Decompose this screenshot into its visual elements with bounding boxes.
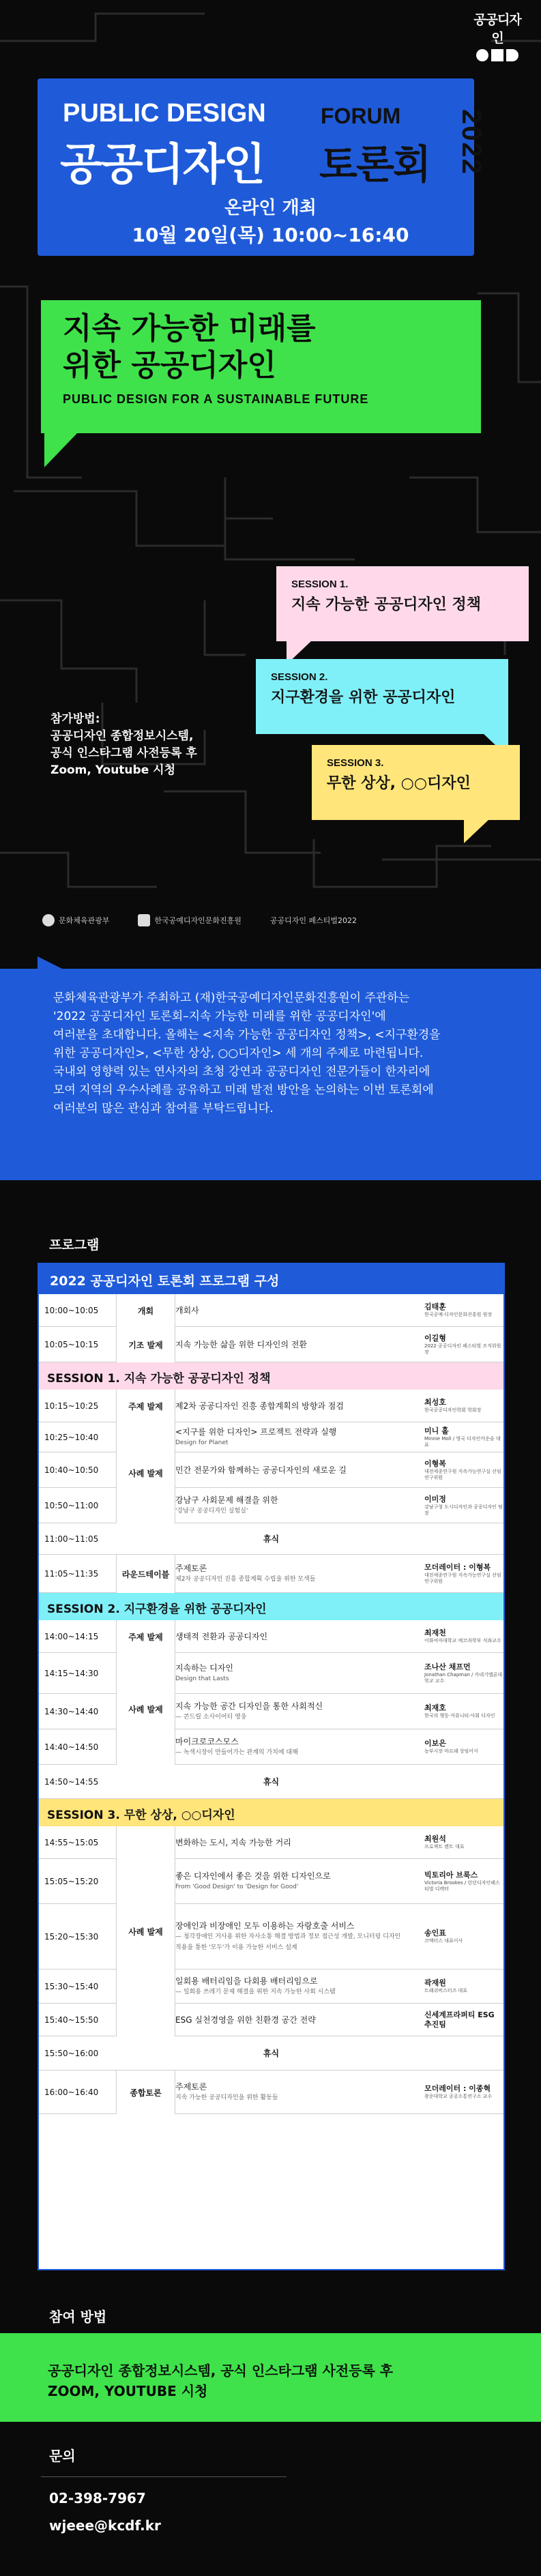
program-row [39, 2070, 503, 2114]
program-row [39, 2004, 503, 2036]
row-time: 15:30~15:40 [44, 1981, 99, 1991]
row-title [175, 1826, 407, 1858]
speaker-name: 이미정 [424, 1494, 446, 1504]
row-title [39, 2036, 503, 2070]
row-time: 10:05~10:15 [44, 1339, 99, 1349]
speaker-name: 모더레이터 : 이형복 [424, 1562, 491, 1572]
row-type: 주제 발제 [116, 1620, 175, 1653]
row-time: 15:05~15:20 [44, 1876, 99, 1886]
row-title-sub: 제2차 공공디자인 진흥 종합계획 수립을 위한 모색들 [175, 1575, 316, 1583]
row-speaker [424, 1859, 503, 1903]
program-row [39, 1620, 503, 1653]
row-time: 15:50~16:00 [44, 2048, 99, 2058]
speaker-name: 김태훈 [424, 1302, 446, 1311]
row-title-sub: — 일회용 쓰레기 문제 해결을 위한 지속 가능한 사회 시스템 [175, 1988, 336, 1995]
speaker-name: 조나산 채프먼 [424, 1662, 471, 1671]
row-title-main: 일회용 배터리임을 다회용 배터리임으로 [175, 1976, 318, 1986]
row-title [39, 1523, 503, 1554]
speaker-affiliation: 한국공예·디자인문화진흥원 원장 [424, 1312, 493, 1317]
row-title-sub: 지속 가능한 공공디자인을 위한 활동들 [175, 2094, 278, 2101]
speaker-name: 모더레이터 : 이종혁 [424, 2084, 491, 2093]
hero-date: 10월 20일(목) 10:00~16:40 [132, 224, 409, 246]
row-title [175, 1859, 407, 1903]
program-row [39, 1904, 503, 1970]
row-time: 10:40~10:50 [44, 1465, 99, 1475]
program-row [39, 1555, 503, 1593]
row-title-sub: — 녹색시장이 만들어가는 관계의 가치에 대해 [175, 1748, 298, 1756]
session-band: SESSION 3. 무한 상상, ○○디자인 [39, 1799, 503, 1826]
row-time: 14:30~14:40 [44, 1706, 99, 1716]
speaker-name: 송인표 [424, 1929, 446, 1937]
sponsor-logos [42, 914, 357, 926]
speaker-name: 이길형 [424, 1333, 446, 1343]
logo-shapes [470, 49, 525, 61]
row-title-main: 주제토론 [175, 1563, 207, 1573]
row-title-sub: Design that Lasts [175, 1675, 229, 1682]
row-title [175, 1422, 407, 1452]
speaker-affiliation: 대전세종연구원 지속가능연구실 선임연구위원 [424, 1468, 501, 1480]
program-row [39, 1294, 503, 1327]
row-time: 10:25~10:40 [44, 1432, 99, 1442]
speaker-name: 최원석 [424, 1834, 446, 1843]
program-table-title: 2022 공공디자인 토론회 프로그램 구성 [39, 1264, 503, 1294]
hero-mode: 온라인 개최 [224, 198, 317, 218]
row-speaker [424, 1390, 503, 1422]
program-row [39, 1765, 503, 1799]
contact-email[interactable]: wjeee@kcdf.kr [49, 2517, 161, 2534]
row-title [175, 1488, 407, 1523]
hero-title-en: PUBLIC DESIGN [63, 99, 266, 128]
kcdf-icon [138, 914, 150, 926]
row-title-main: 생태적 전환과 공공디자인 [175, 1631, 268, 1641]
row-speaker [424, 1452, 503, 1487]
row-title-main: 민간 전문가와 함께하는 공공디자인의 새로운 길 [175, 1465, 347, 1475]
row-speaker [424, 1488, 503, 1523]
row-time: 11:00~11:05 [44, 1534, 99, 1544]
row-speaker [424, 1422, 503, 1452]
speaker-affiliation: Minnie Moll / 영국 디자인카운슬 대표 [424, 1435, 501, 1448]
row-title-main: 제2차 공공디자인 진흥 종합계획의 방향과 점검 [175, 1401, 344, 1411]
session-band: SESSION 1. 지속 가능한 공공디자인 정책 [39, 1362, 503, 1390]
row-title [175, 1452, 407, 1487]
row-title-main: 지속 가능한 공간 디자인을 통한 사회적신 [175, 1701, 323, 1711]
session-2-card: SESSION 2. 지구환경을 위한 공공디자인 [256, 659, 508, 734]
session-3-card: SESSION 3. 무한 상상, ○○디자인 [312, 745, 520, 820]
row-time: 15:40~15:50 [44, 2015, 99, 2025]
row-speaker [424, 1653, 503, 1693]
speaker-affiliation: 광운대학교 공공소통연구소 교수 [424, 2094, 493, 2099]
program-heading: 프로그램 [49, 1238, 100, 1253]
row-time: 16:00~16:40 [44, 2087, 99, 2097]
speaker-name: 최성호 [424, 1398, 446, 1407]
row-title-main: 지속하는 디자인 [175, 1663, 233, 1673]
row-time: 15:20~15:30 [44, 1931, 99, 1942]
row-title-main: 마이크로코스모스 [175, 1736, 239, 1746]
row-time: 10:00~10:05 [44, 1305, 99, 1315]
row-time: 10:15~10:25 [44, 1401, 99, 1411]
program-row [39, 1970, 503, 2004]
row-speaker [424, 1294, 503, 1326]
speaker-affiliation: 한국공공디자인학회 학회장 [424, 1407, 482, 1413]
row-title [175, 1729, 407, 1764]
contact-heading: 문의 [49, 2448, 76, 2464]
row-speaker [424, 1904, 503, 1969]
row-speaker [424, 1970, 503, 2003]
row-title-main: 지속 가능한 삶을 위한 디자인의 전환 [175, 1339, 307, 1349]
row-title-main: ESG 실천경영을 위한 친환경 공간 전략 [175, 2015, 316, 2025]
row-title [175, 1294, 407, 1326]
theme-tail [44, 432, 78, 467]
row-time: 14:00~14:15 [44, 1631, 99, 1641]
row-speaker [424, 1555, 503, 1592]
hero-title-ko-forum: 토론회 [319, 141, 430, 188]
theme-title: 지속 가능한 미래를 위한 공공디자인 [63, 311, 316, 383]
row-title-main: 좋은 디자인에서 좋은 것을 위한 디자인으로 [175, 1871, 331, 1881]
speaker-affiliation: 강남구청 도시디자인과 공공디자인 팀장 [424, 1504, 503, 1516]
program-row [39, 1826, 503, 1859]
speaker-affiliation: 이화여자대학교 에코과학부 석좌교수 [424, 1638, 501, 1643]
row-type: 종합토론 [116, 2070, 175, 2114]
row-title [175, 1694, 407, 1729]
speaker-affiliation: Victoria Brookes / 런던디자인페스티벌 디렉터 [424, 1879, 500, 1892]
sponsor-kcdf: 한국공예디자인문화진흥원 [138, 914, 242, 926]
row-title [175, 1390, 407, 1422]
program-row [39, 1859, 503, 1904]
row-title-sub: Design for Planet [175, 1439, 229, 1446]
sponsor-mcst: 문화체육관광부 [42, 914, 109, 926]
row-title [175, 1653, 407, 1693]
row-time: 14:55~15:05 [44, 1837, 99, 1847]
hero-title-en-forum: FORUM [321, 104, 401, 128]
intro-box: 문화체육관광부가 주최하고 (재)한국공예디자인문화진흥원이 주관하는 '2022 공공디자인 토론회–지속 가능한 미래를 위한 공공디자인'에 여러분을 초대합니다. 올해는 <지속 가능한 공공디자인 정책>, <지구환경을 위한 공공디자인>, <무한 상상, ○○디자인> 세 개의 주제로 마련됩니다. 국내외 영향력 있는 연사자의 초청 강연과 공공디자인 전문가들이 한자리에 모여 지역의 우수사례를 공유하고 미래 발전 방안을 논의하는 이번 토론회에 여러분의 많은 관심과 참여를 부탁드립니다. [0, 969, 541, 1180]
row-title [175, 1555, 407, 1592]
program-row [39, 1390, 503, 1422]
sponsor-festival: 공공디자인 페스티벌2022 [269, 916, 357, 925]
contact-divider [41, 2476, 287, 2477]
attend-method: 참가방법: 공공디자인 종합정보시스템, 공식 인스타그램 사전등록 후 Zoom, Youtube 시청 [50, 712, 197, 777]
row-speaker [424, 1327, 503, 1362]
row-time: 11:05~11:35 [44, 1568, 99, 1579]
speaker-name: 이형복 [424, 1459, 446, 1468]
row-title [175, 1327, 407, 1362]
speaker-name: 미니 홀 [424, 1426, 449, 1435]
program-row [39, 1327, 503, 1362]
program-table [38, 1263, 505, 2270]
row-title-sub: From 'Good Design' to 'Design for Good' [175, 1883, 299, 1890]
theme-en: PUBLIC DESIGN FOR A SUSTAINABLE FUTURE [63, 392, 369, 406]
speaker-affiliation: Jonathan Chapman / 카네기멜론대학교 교수 [424, 1671, 503, 1684]
speaker-name: 최재천 [424, 1628, 446, 1637]
row-title-main: 개회사 [175, 1305, 199, 1315]
program-row [39, 1523, 503, 1555]
row-title [175, 1904, 407, 1969]
speaker-affiliation: 2022 공공디자인 페스티벌 조직위원장 [424, 1343, 501, 1355]
program-row [39, 1488, 503, 1523]
row-type: 기조 발제 [116, 1327, 175, 1362]
speaker-affiliation: 트래쉬버스터즈 대표 [424, 1988, 468, 1993]
row-time: 14:50~14:55 [44, 1776, 99, 1787]
hero-year: 2022 [456, 109, 486, 175]
row-speaker [424, 1826, 503, 1858]
row-title-main: 장애인과 비장애인 모두 이용하는 자랑호출 서비스 [175, 1920, 355, 1931]
speaker-name: 이보은 [424, 1739, 446, 1748]
row-type: 사례 발제 [116, 1422, 175, 1523]
row-speaker [424, 1620, 503, 1652]
row-title-main: 강남구 사회문제 해결을 위한 [175, 1495, 278, 1505]
speaker-name: 최재호 [424, 1703, 446, 1712]
row-title-main: 휴식 [263, 1776, 280, 1787]
speaker-affiliation: 코액터스 대표이사 [424, 1938, 463, 1944]
row-speaker [424, 2004, 503, 2036]
row-type: 주제 발제 [116, 1390, 175, 1422]
row-title-main: <지구를 위한 디자인> 프로젝트 전략과 실행 [175, 1426, 337, 1437]
program-row [39, 1653, 503, 1694]
row-time: 14:15~14:30 [44, 1668, 99, 1678]
row-title-sub: — 청각장애인 거사용 위한 자사소통 해결 방법과 정보 접근성 개발, 모니터링 디자인 적용을 통한 '모두'가 이용 가능한 서비스 설계 [175, 1933, 401, 1951]
program-row [39, 1422, 503, 1452]
row-speaker [424, 1694, 503, 1729]
contact-phone[interactable]: 02-398-7967 [49, 2490, 146, 2506]
speaker-affiliation: 농부시장 마르쉐 상임이사 [424, 1748, 478, 1754]
speaker-name: 빅토리아 브룩스 [424, 1870, 478, 1879]
speaker-name: 곽재원 [424, 1978, 446, 1987]
row-title-main: 휴식 [263, 1534, 280, 1544]
speaker-affiliation: 대전세종연구원 지속가능연구실 선임연구위원 [424, 1572, 501, 1584]
row-title [175, 1970, 407, 2003]
participation-box: 공공디자인 종합정보시스템, 공식 인스타그램 사전등록 후 ZOOM, YOUTUBE 시청 [0, 2333, 541, 2422]
program-row [39, 1452, 503, 1488]
row-title [39, 1765, 503, 1798]
program-row [39, 1694, 503, 1729]
participation-heading: 참여 방법 [49, 2309, 107, 2325]
speaker-name: 신세계프라퍼티 ESG 추진팀 [424, 2010, 495, 2029]
speaker-affiliation: 한국의 행동·커뮤니티·사회 디자인 [424, 1713, 495, 1718]
taegeuk-icon [42, 914, 55, 926]
row-title-main: 주제토론 [175, 2081, 207, 2092]
session-1-card: SESSION 1. 지속 가능한 공공디자인 정책 [276, 566, 529, 641]
session-3-tail [464, 819, 490, 843]
row-title-main: 휴식 [263, 2048, 280, 2058]
row-title-sub: '강남구 공공디자인 실험실' [175, 1507, 248, 1514]
row-title [175, 1620, 407, 1652]
row-title [175, 2004, 407, 2036]
program-row [39, 1729, 503, 1765]
top-logo: 공공디자인 [470, 10, 525, 61]
row-title-main: 변화하는 도시, 지속 가능한 거리 [175, 1837, 291, 1847]
row-speaker [424, 2070, 503, 2113]
session-band: SESSION 2. 지구환경을 위한 공공디자인 [39, 1593, 503, 1620]
row-title [175, 2070, 407, 2113]
row-type: 개회 [116, 1294, 175, 1327]
row-time: 14:40~14:50 [44, 1742, 99, 1752]
row-speaker [424, 1729, 503, 1764]
row-type: 라운드테이블 [116, 1555, 175, 1593]
speaker-affiliation: 프로젝트 렌트 대표 [424, 1844, 465, 1849]
hero-title-ko: 공공디자인 [60, 140, 265, 190]
row-title-sub: — 콘드릴 소사이어티 영웅 [175, 1713, 247, 1721]
row-time: 10:50~11:00 [44, 1500, 99, 1510]
program-row [39, 2036, 503, 2070]
row-type: 사례 발제 [116, 1826, 175, 2036]
row-type: 사례 발제 [116, 1653, 175, 1765]
